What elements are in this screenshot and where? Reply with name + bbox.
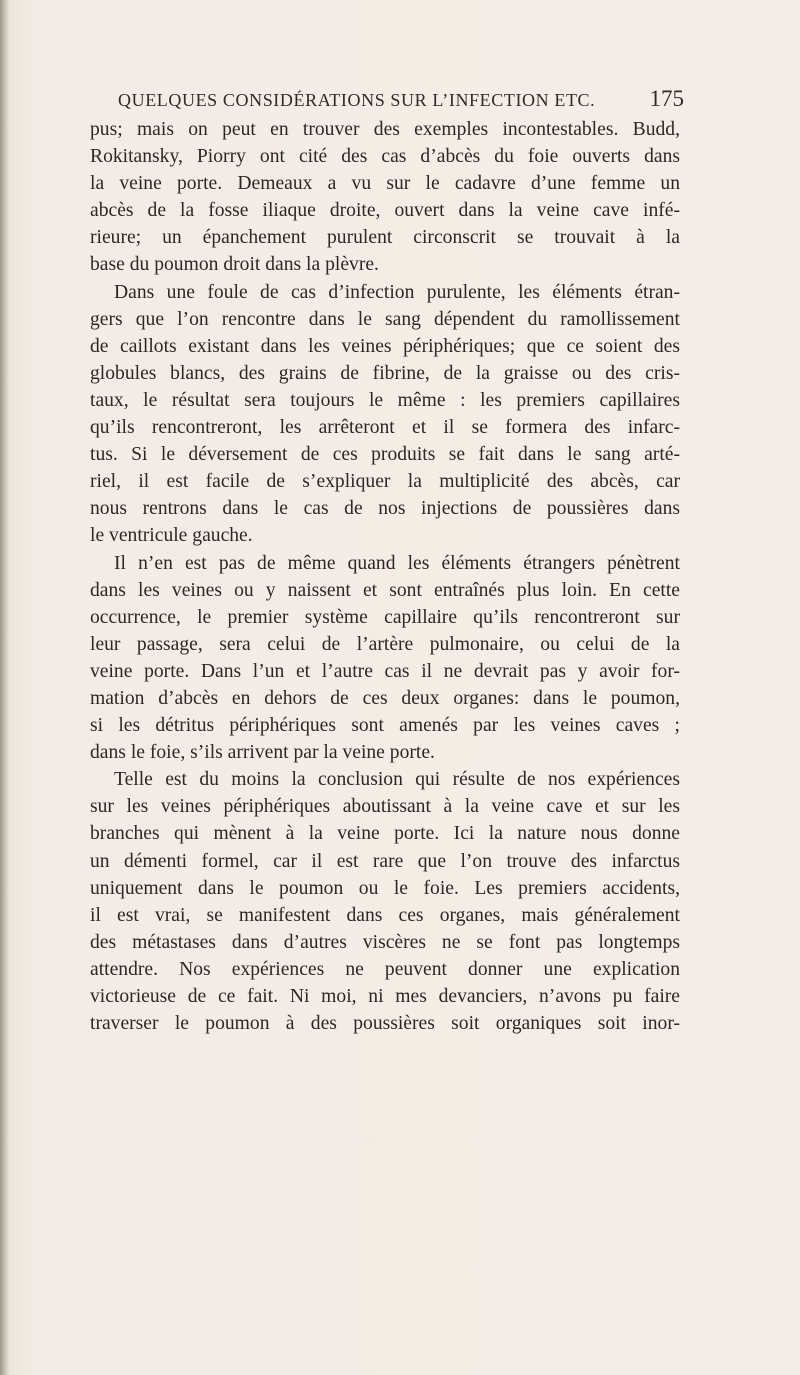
page-number: 175 [649,86,684,111]
text-line: traverser le poumon à des poussières soit organiques soit inor- [90,1013,680,1035]
text-line: nous rentrons dans le cas de nos injections de poussières dans [90,498,680,520]
text-line: la veine porte. Demeaux a vu sur le cadavre d’une femme un [90,173,680,195]
running-title: QUELQUES CONSIDÉRATIONS SUR L’INFECTION ETC. [118,90,596,110]
text-line: taux, le résultat sera toujours le même : les premiers capillaires [90,389,680,411]
text-line: globules blancs, des grains de fibrine, de la graisse ou des cris- [90,362,680,384]
text-line: il est vrai, se manifestent dans ces organes, mais généralement [90,904,680,926]
text-line: de caillots existant dans les veines périphériques; que ce soient des [90,335,680,357]
text-line: le ventricule gauche. [90,525,253,547]
text-line: veine porte. Dans l’un et l’autre cas il ne devrait pas y avoir for- [90,660,680,682]
page-header [118,86,684,116]
text-line: Il n’en est pas de même quand les éléments étrangers pénètrent [114,552,680,574]
text-line: rieure; un épanchement purulent circonscrit se trouvait à la [90,227,680,249]
body-text [90,116,680,1037]
binding-edge [0,0,9,1375]
text-line: tus. Si le déversement de ces produits se fait dans le sang arté- [90,444,680,466]
text-line: uniquement dans le poumon ou le foie. Les premiers accidents, [90,877,680,899]
text-line: pus; mais on peut en trouver des exemples incontestables. Budd, [90,119,680,140]
text-line: riel, il est facile de s’expliquer la multiplicité des abcès, car [90,471,680,493]
text-line: base du poumon droit dans la plèvre. [90,254,379,276]
text-line: Telle est du moins la conclusion qui résulte de nos expériences [114,769,680,791]
text-line: occurrence, le premier système capillaire qu’ils rencontreront sur [90,606,680,628]
text-line: mation d’abcès en dehors de ces deux organes: dans le poumon, [90,687,680,709]
text-line: branches qui mènent à la veine porte. Ici la nature nous donne [90,823,680,845]
text-line: dans le foie, s’ils arrivent par la veine porte. [90,742,435,764]
text-line: victorieuse de ce fait. Ni moi, ni mes devanciers, n’avons pu faire [90,986,680,1007]
text-line: dans les veines ou y naissent et sont entraînés plus loin. En cette [90,579,680,601]
text-line: leur passage, sera celui de l’artère pulmonaire, ou celui de la [90,633,680,655]
text-line: si les détritus périphériques sont amenés par les veines caves ; [90,715,680,737]
text-line: attendre. Nos expériences ne peuvent donner une explication [90,958,680,980]
text-line: des métastases dans d’autres viscères ne se font pas longtemps [90,931,680,953]
text-line: sur les veines périphériques aboutissant à la veine cave et sur les [90,796,680,818]
text-line: Rokitansky, Piorry ont cité des cas d’abcès du foie ouverts dans [90,146,680,168]
text-line: abcès de la fosse iliaque droite, ouvert dans la veine cave infé- [90,200,680,222]
text-line: un démenti formel, car il est rare que l’on trouve des infarctus [90,850,680,872]
text-line: Dans une foule de cas d’infection purulente, les éléments étran- [114,281,680,303]
text-line: qu’ils rencontreront, les arrêteront et il se formera des infarc- [90,417,680,439]
text-line: gers que l’on rencontre dans le sang dépendent du ramollissement [90,308,680,330]
